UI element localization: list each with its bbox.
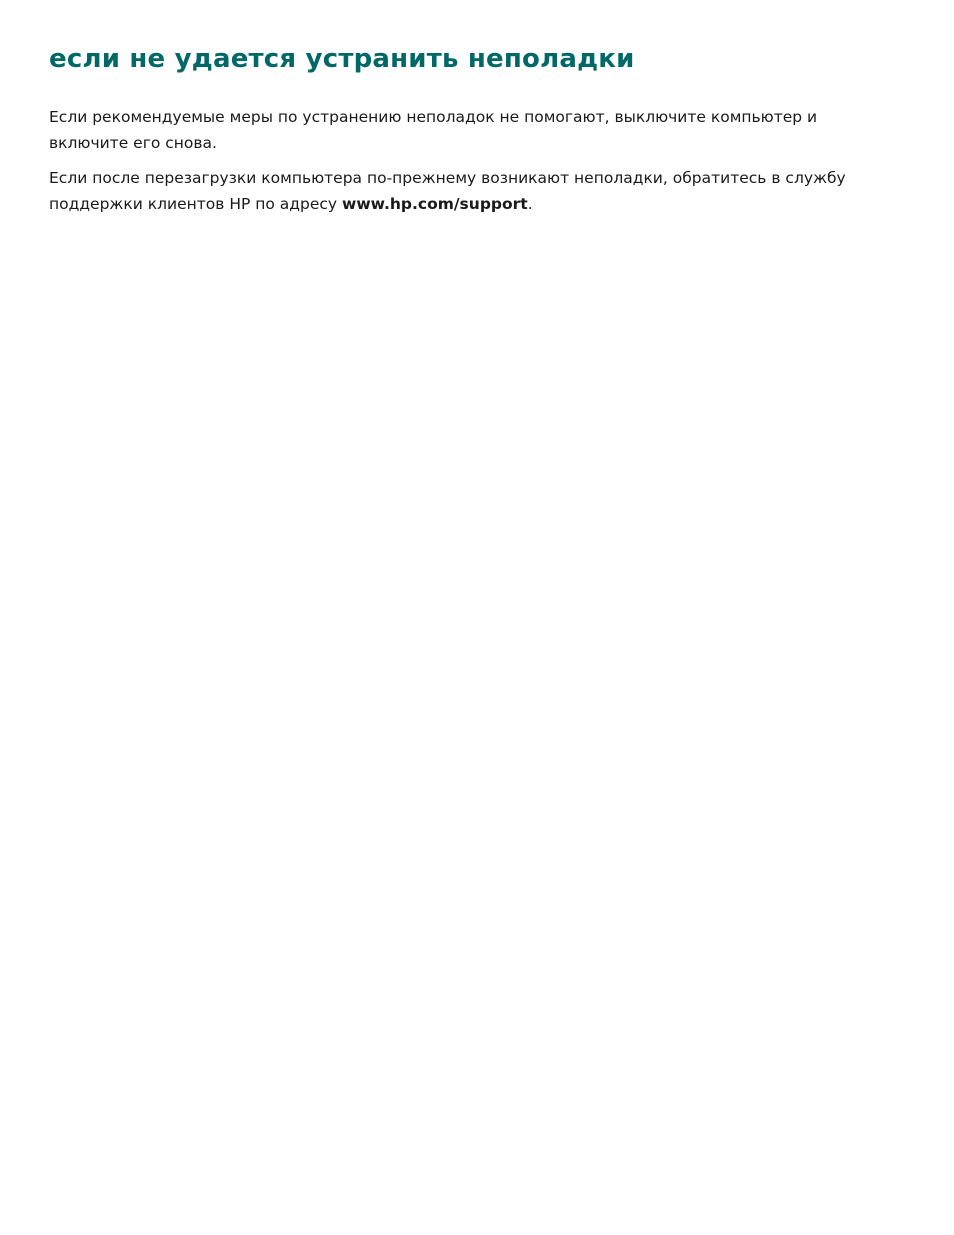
paragraph-restart-advice: Если рекомендуемые меры по устранению неполадок не помогают, выключите компьютер и включите его снова. xyxy=(49,108,818,152)
support-link[interactable]: www.hp.com/support xyxy=(342,195,528,213)
paragraph-contact-support-text: Если после перезагрузки компьютера по-прежнему возникают неполадки, обратитесь в службу поддержки клиентов HP по адресу xyxy=(49,169,846,213)
paragraph-contact-support xyxy=(49,165,869,217)
document-page xyxy=(49,0,869,217)
paragraph-end-period: . xyxy=(527,195,533,213)
section-title: если не удается устранить неполадки xyxy=(49,44,635,74)
